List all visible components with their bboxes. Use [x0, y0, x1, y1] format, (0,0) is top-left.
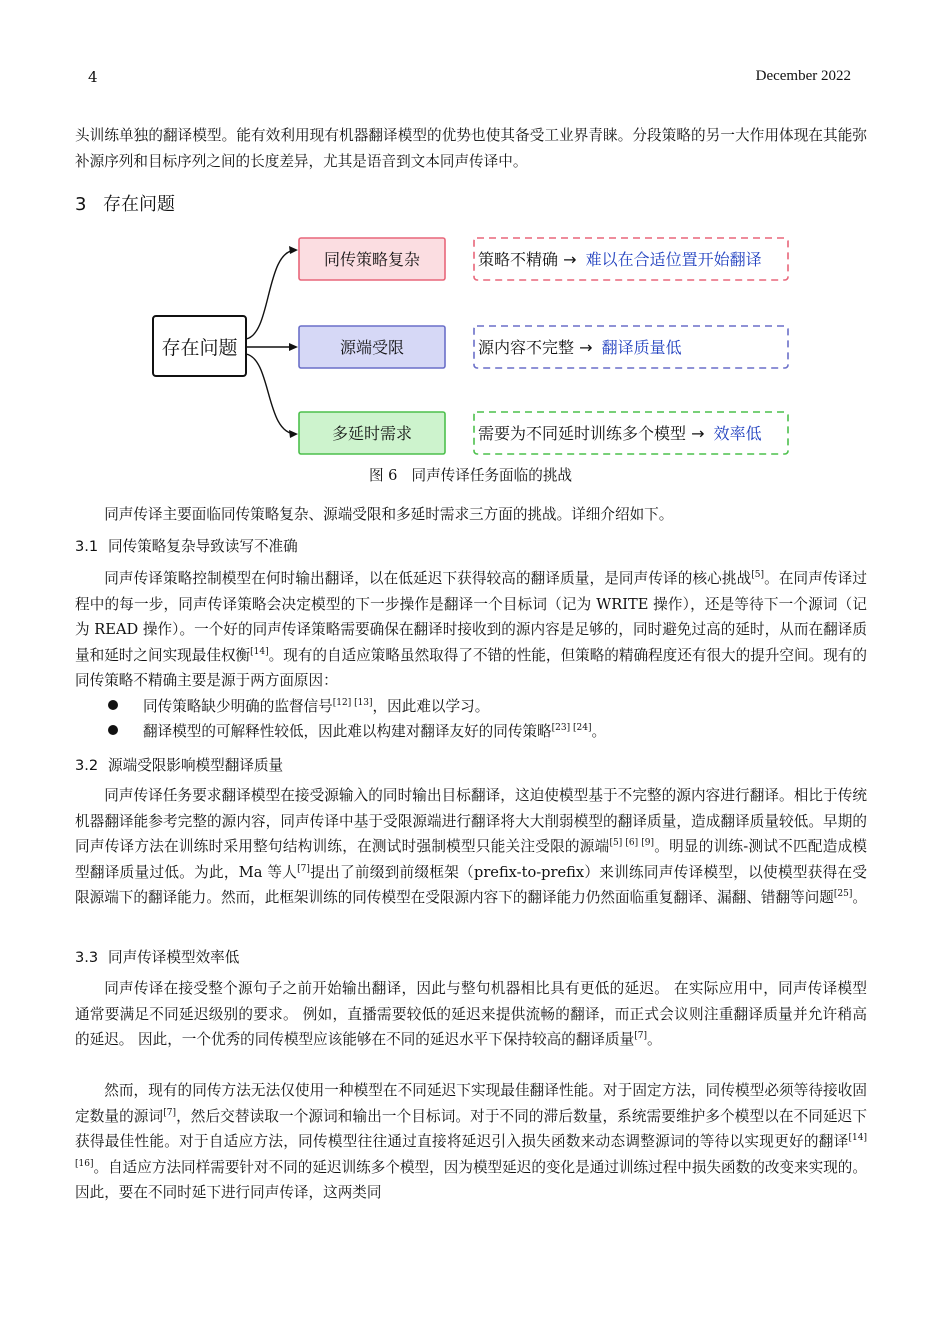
- section-title: 存在问题: [103, 194, 175, 215]
- citation: [5] [6] [9]: [609, 838, 654, 849]
- section-heading: [75, 190, 175, 216]
- arrowhead-bottom: [289, 430, 298, 438]
- text-run: ，然后交替读取一个源词和输出一个目标词。对于不同的滞后数量，系统需要维护多个模型以在不同延迟下获得最佳性能。对于自适应方法，同传模型往往通过直接将延迟引入损失函数来动态调整源词的等待以实现更好的翻译: [75, 1107, 867, 1150]
- desc-text-source: [478, 338, 682, 357]
- text-run: 。在同声传译过程中的每一步，同声传译策略会决定模型的下一步操作是翻译一个目标词（记为 WRITE 操作），还是等待下一个源词（记为 READ 操作）。一个好的同声传译策略需要确保在翻译时接收到的源内容是足够的，同时避免过高的延时，从而在翻译质量和延时之间实现最佳权衡: [75, 570, 867, 664]
- branch-node-source-label: 源端受限: [339, 338, 405, 357]
- text-run: 同声传译策略控制模型在何时输出翻译，以在低延迟下获得较高的翻译质量，是同声传译的核心挑战: [104, 570, 752, 587]
- root-node-label: 存在问题: [161, 337, 238, 359]
- text-run: 同传策略缺少明确的监督信号: [143, 698, 333, 715]
- bullet-dot: [108, 700, 118, 710]
- bullet-dot: [108, 725, 118, 735]
- figure-caption-text: 同声传译任务面临的挑战: [411, 467, 573, 484]
- desc-result-source: 翻译质量低: [601, 338, 682, 357]
- summary-paragraph: 同声传译主要面临同传策略复杂、源端受限和多延时需求三方面的挑战。详细介绍如下。: [104, 506, 674, 523]
- branch-node-latency-label: 多延时需求: [331, 424, 413, 443]
- header-date: December 2022: [755, 68, 851, 84]
- arrowhead-top: [289, 246, 298, 254]
- text-run: 。: [852, 889, 867, 906]
- paragraph-3-3-a: [75, 976, 867, 1053]
- paragraph-3-2: [75, 783, 867, 911]
- subsection-title: 源端受限影响模型翻译质量: [108, 757, 284, 774]
- subsection-title: 同传策略复杂导致读写不准确: [108, 538, 298, 555]
- subsection-heading-3-1: [75, 535, 298, 556]
- desc-result-policy: 难以在合适位置开始翻译: [585, 250, 762, 269]
- subsection-title: 同声传译模型效率低: [108, 949, 240, 966]
- text-run: 。: [591, 723, 607, 740]
- citation: [7]: [297, 863, 310, 874]
- text-run: 提出了前缀到前缀框架（prefix-to-prefix）来训练同声传译模型，以使模型获得在受限源端下的翻译能力。然而，此框架训练的同传模型在受限源内容下的翻译能力仍然面临重复翻译、漏翻、错翻等问题: [75, 863, 867, 906]
- desc-text-latency: [478, 424, 762, 443]
- citation: [25]: [833, 889, 853, 900]
- bullet-item: [108, 694, 489, 720]
- figure-caption: [0, 464, 941, 485]
- citation: [23] [24]: [551, 723, 592, 734]
- page-number: 4: [88, 68, 98, 86]
- text-run: 。: [646, 1031, 662, 1048]
- bullet-item: [108, 719, 606, 745]
- challenges-diagram: [0, 228, 941, 463]
- subsection-number: 3.2: [75, 757, 99, 774]
- intro-paragraph: 头训练单独的翻译模型。能有效利用现有机器翻译模型的优势也使其备受工业界青睐。分段策略的另一大作用体现在其能弥补源序列和目标序列之间的长度差异，尤其是语音到文本同声传译中。: [75, 127, 867, 170]
- text-run: 翻译模型的可解释性较低，因此难以构建对翻译友好的同传策略: [143, 723, 552, 740]
- connector-bottom: [246, 354, 296, 434]
- branch-node-policy-label: 同传策略复杂: [323, 250, 421, 269]
- text-run: 同声传译在接受整个源句子之前开始输出翻译，因此与整句机器相比具有更低的延迟。 在实际应用中，同声传译模型通常要满足不同延迟级别的要求。 例如，直播需要较低的延迟来提供流畅的翻译，而正式会议则注重翻译质量并允许稍高的延迟。 因此，一个优秀的同传模型应该能够在不同的延迟水平下保持较高的翻译质量: [75, 980, 867, 1048]
- paragraph-3-3-b: [75, 1078, 867, 1206]
- citation: [7]: [634, 1031, 647, 1042]
- text-run: 。自适应方法同样需要针对不同的延迟训练多个模型，因为模型延迟的变化是通过训练过程中损失函数的改变来实现的。因此，要在不同时延下进行同声传译，这两类同: [75, 1158, 867, 1201]
- citation: [14]: [250, 646, 269, 657]
- subsection-heading-3-2: [75, 754, 283, 775]
- desc-text-policy: [478, 250, 762, 269]
- text-run: 然而，现有的同传方法无法仅使用一种模型在不同延迟下实现最佳翻译性能。对于固定方法，同传模型必须等待接收固定数量的源词: [75, 1082, 867, 1125]
- desc-cause-policy: 策略不精确 →: [478, 250, 577, 269]
- section-number: 3: [75, 194, 87, 215]
- text-run: 同声传译任务要求翻译模型在接受源输入的同时输出目标翻译，这迫使模型基于不完整的源内容进行翻译。相比于传统机器翻译能参考完整的源内容，同声传译中基于受限源端进行翻译将大大削弱模型的翻译质量，造成翻译质量较低。早期的同声传译方法在训练时采用整句结构训练，在测试时强制模型只能关注受限的源端: [75, 787, 867, 855]
- text-run: 。明显的训练-测试不匹配造成模型翻译质量过低。为此，Ma 等人: [75, 838, 868, 881]
- subsection-number: 3.3: [75, 949, 99, 966]
- figure-caption-label: 图 6: [368, 467, 398, 484]
- paragraph-3-1: [75, 566, 867, 694]
- text-run: ，因此难以学习。: [372, 698, 490, 715]
- connector-top: [246, 250, 296, 339]
- citation: [5]: [751, 570, 765, 581]
- arrowhead-middle: [289, 343, 298, 351]
- citation: [12] [13]: [332, 698, 373, 709]
- subsection-heading-3-3: [75, 946, 239, 967]
- citation: [7]: [163, 1107, 176, 1118]
- desc-cause-latency: 需要为不同延时训练多个模型 →: [478, 424, 705, 443]
- subsection-number: 3.1: [75, 538, 99, 555]
- desc-cause-source: 源内容不完整 →: [478, 338, 593, 357]
- text-run: 。现有的自适应策略虽然取得了不错的性能，但策略的精确程度还有很大的提升空间。现有的同传策略不精确主要是源于两方面原因：: [75, 646, 867, 689]
- citation: [14] [16]: [75, 1133, 867, 1169]
- desc-result-latency: 效率低: [713, 424, 762, 443]
